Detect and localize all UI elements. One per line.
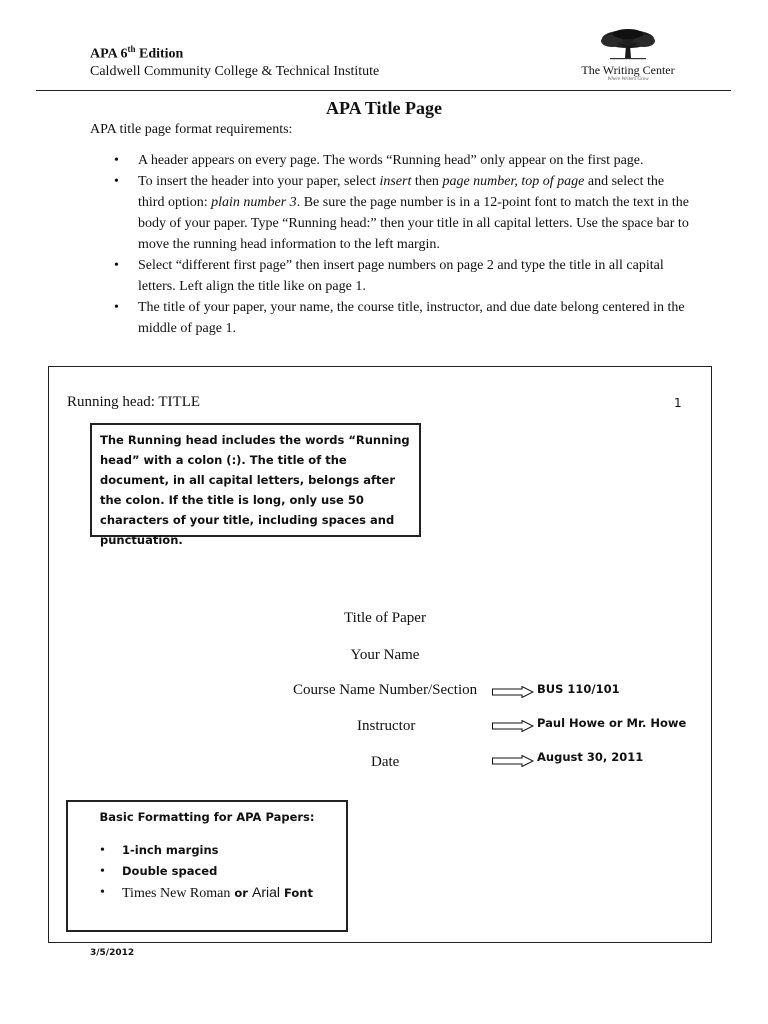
requirement-text: To insert the header into your paper, select (138, 174, 380, 189)
sample-date-value: August 30, 2011 (537, 750, 644, 764)
logo-wordmark: The Writing Center (581, 63, 675, 77)
requirement-text: then (411, 174, 443, 189)
requirement-item (90, 255, 690, 297)
formatting-text: 1-inch margins (122, 843, 219, 857)
requirements-list (90, 150, 690, 339)
requirement-item (90, 150, 690, 171)
institution-name: Caldwell Community College & Technical Institute (90, 64, 380, 79)
formatting-text: or (230, 886, 252, 900)
sample-running-head: Running head: TITLE (67, 394, 201, 410)
course-arrow-icon (492, 686, 534, 698)
page-title: APA Title Page (326, 98, 442, 118)
formatting-list (98, 840, 313, 904)
formatting-text: Font (280, 886, 313, 900)
sample-instructor-label: Instructor (357, 718, 416, 734)
sample-instructor-value: Paul Howe or Mr. Howe (537, 716, 687, 730)
writing-center-logo (580, 28, 676, 82)
edition-heading: APA 6th Edition (90, 44, 184, 62)
formatting-text: Times New Roman (122, 886, 231, 901)
sample-date-label: Date (371, 754, 400, 770)
sample-course-label: Course Name Number/Section (293, 682, 478, 698)
logo-tagline: Where Writers Grow (607, 77, 649, 82)
basic-formatting-box (66, 800, 348, 932)
formatting-text: Arial (251, 884, 280, 900)
formatting-item (98, 861, 313, 882)
requirement-text: page number, top of page (442, 174, 585, 189)
formatting-item (98, 840, 313, 861)
requirement-item (90, 171, 690, 255)
running-head-note: The Running head includes the words “Running head” with a colon (:). The title of the document, in all capital letters, belongs after the colon. If the title is long, only use 50 characters of your title, including spaces and punctuation. (90, 423, 421, 537)
intro-text: APA title page format requirements: (90, 122, 293, 137)
tree-icon (596, 28, 660, 60)
formatting-item (98, 882, 313, 904)
instructor-arrow-icon (492, 720, 534, 732)
requirement-text: Select “different first page” then insert page numbers on page 2 and type the title in all capital letters. Left align the title like on page 1. (138, 258, 664, 294)
requirement-text: The title of your paper, your name, the course title, instructor, and due date belong centered in the middle of page 1. (138, 300, 685, 336)
requirement-text: insert (379, 174, 412, 189)
formatting-title: Basic Formatting for APA Papers: (99, 810, 315, 824)
sample-course-value: BUS 110/101 (537, 682, 620, 696)
footer-date: 3/5/2012 (90, 948, 135, 958)
formatting-text: Double spaced (122, 864, 218, 878)
sample-page-number: 1 (674, 396, 682, 410)
sample-title-of-paper: Title of Paper (344, 610, 426, 626)
requirement-item (90, 297, 690, 339)
requirement-text: A header appears on every page. The words “Running head” only appear on the first page. (138, 153, 644, 168)
sample-your-name: Your Name (350, 647, 420, 663)
requirement-text: plain number 3 (211, 195, 297, 210)
date-arrow-icon (492, 755, 534, 767)
header-rule (36, 90, 731, 91)
requirement-text: and select the third option: (138, 174, 665, 210)
requirement-text: . Be sure the page number is in a 12-point font to match the text in the body of your paper. Type “Running head:” then your title in all capital letters. Use the space bar to move the running head information to the left margin. (138, 195, 689, 252)
